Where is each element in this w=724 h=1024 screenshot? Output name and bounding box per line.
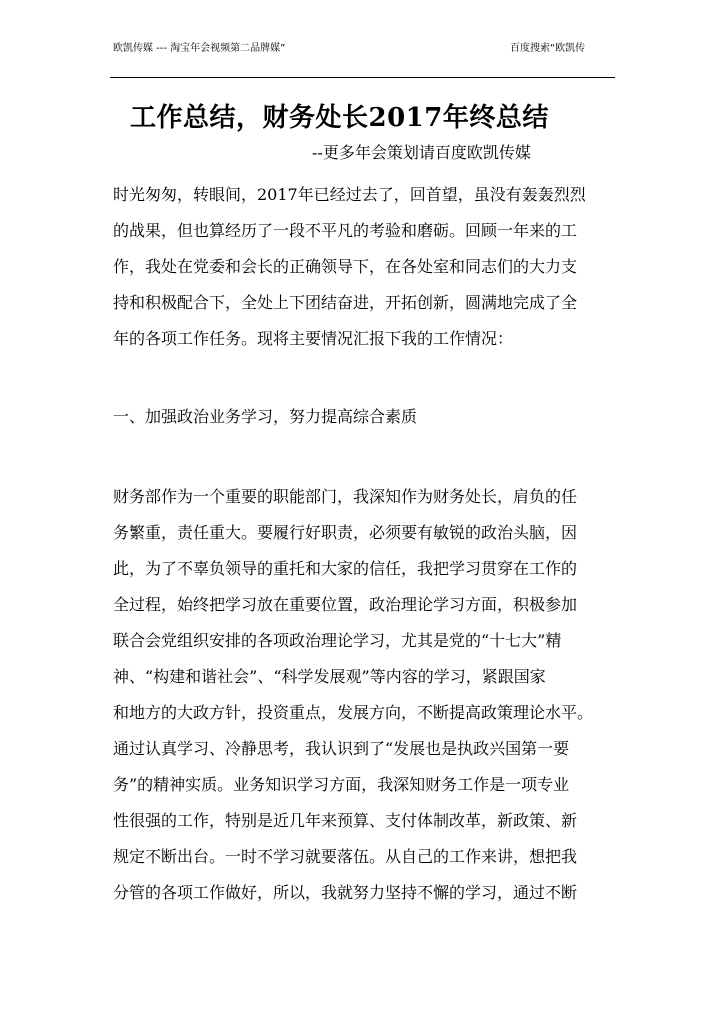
paragraph-line: 持和积极配合下，全处上下团结奋进，开拓创新，圆满地完成了全 [113, 293, 578, 312]
paragraph-line: 神、“构建和谐社会”、“科学发展观”等内容的学习，紧跟国家 [113, 667, 546, 686]
paragraph-line: 全过程，始终把学习放在重要位置，政治理论学习方面，积极参加 [113, 595, 578, 614]
paragraph-line: 务繁重，责任重大。要履行好职责，必须要有敏锐的政治头脑，因 [113, 523, 578, 542]
paragraph-line: 财务部作为一个重要的职能部门，我深知作为财务处长，肩负的任 [113, 487, 578, 506]
paragraph-line: 年的各项工作任务。现将主要情况汇报下我的工作情况： [113, 329, 514, 348]
header-divider [110, 77, 615, 78]
header-right-text: 百度搜索“欧凯传 [510, 43, 586, 54]
paragraph-line: 性很强的工作，特别是近几年来预算、支付体制改革，新政策、新 [113, 811, 578, 830]
paragraph-line: 通过认真学习、冷静思考，我认识到了“发展也是执政兴国第一要 [113, 739, 570, 758]
document-subtitle: --更多年会策划请百度欧凯传媒 [312, 143, 531, 162]
paragraph-line: 规定不断出台。一时不学习就要落伍。从自己的工作来讲，想把我 [113, 847, 578, 866]
paragraph-line: 分管的各项工作做好，所以，我就努力坚持不懈的学习，通过不断 [113, 883, 578, 902]
section-heading: 一、加强政治业务学习，努力提高综合素质 [113, 407, 418, 426]
header-left-text: 欧凯传媒 --- 淘宝年会视频第二品牌媒” [113, 43, 286, 54]
paragraph-line: 和地方的大政方针，投资重点，发展方向，不断提高政策理论水平。 [113, 703, 594, 722]
document-title: 工作总结，财务处长2017年终总结 [130, 103, 549, 133]
paragraph-line: 的战果，但也算经历了一段不平凡的考验和磨砺。回顾一年来的工 [113, 221, 578, 240]
paragraph-line: 联合会党组织安排的各项政治理论学习，尤其是党的“十七大”精 [113, 631, 562, 650]
paragraph-line: 此，为了不辜负领导的重托和大家的信任，我把学习贯穿在工作的 [113, 559, 578, 578]
paragraph-line: 时光匆匆，转眼间，2017年已经过去了，回首望，虽没有轰轰烈烈 [113, 185, 586, 204]
paragraph-line: 作，我处在党委和会长的正确领导下，在各处室和同志们的大力支 [113, 257, 578, 276]
paragraph-line: 务”的精神实质。业务知识学习方面，我深知财务工作是一项专业 [113, 775, 570, 794]
